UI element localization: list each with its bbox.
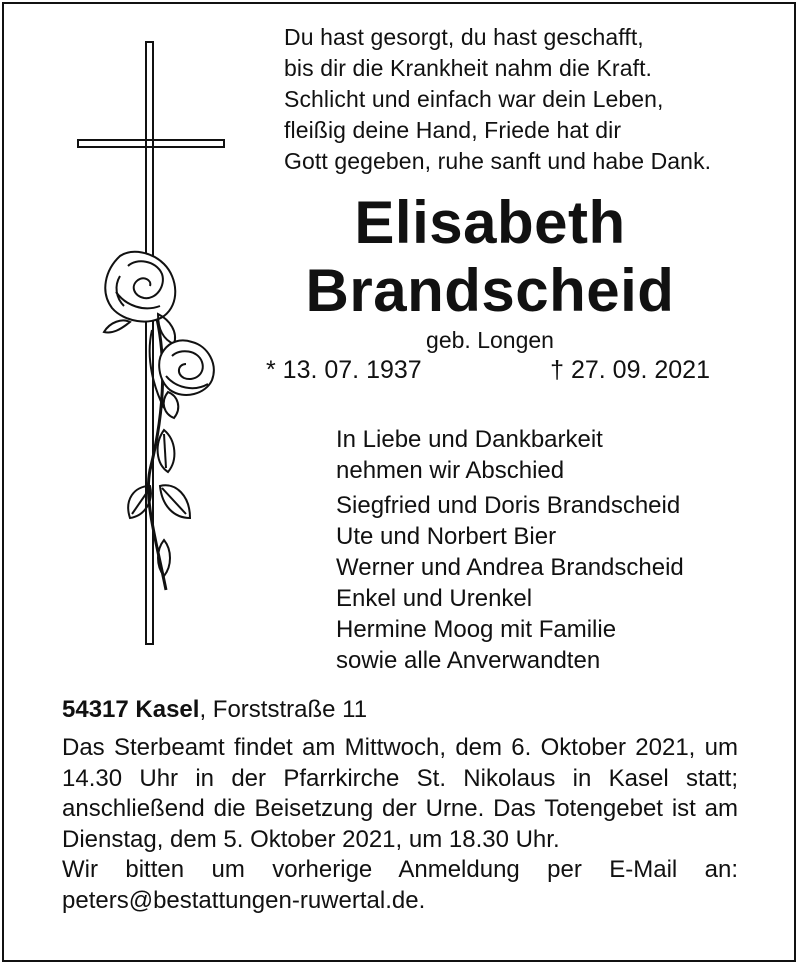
poem-line: Du hast gesorgt, du hast geschafft, bbox=[284, 24, 644, 50]
address-street: , Forststraße 11 bbox=[199, 696, 368, 723]
mourner-entry: Siegfried und Doris Brandscheid bbox=[336, 492, 681, 519]
farewell-line: In Liebe und Dankbarkeit bbox=[336, 426, 603, 453]
deceased-last-name: Brandscheid bbox=[305, 257, 675, 324]
funeral-notice bbox=[62, 733, 738, 916]
poem-line: Gott gegeben, ruhe sanft und habe Dank. bbox=[284, 148, 712, 174]
maiden-name: geb. Longen bbox=[426, 327, 554, 353]
service-details: Das Sterbeamt findet am Mittwoch, dem 6. Oktober 2021, um 14.30 Uhr in der Pfarrkirche St. Nikolaus in Kasel statt; anschließend die Beisetzung der Urne. Das Totengebet ist am Dienstag, dem 5. Oktober 2021, um 18.30 Uhr. bbox=[62, 734, 738, 853]
cross-with-roses-icon bbox=[60, 30, 260, 670]
family-address bbox=[62, 695, 367, 725]
farewell-line: nehmen wir Abschied bbox=[336, 457, 565, 484]
mourner-entry: Enkel und Urenkel bbox=[336, 585, 533, 612]
poem-line: fleißig deine Hand, Friede hat dir bbox=[284, 117, 622, 143]
death-date: † 27. 09. 2021 bbox=[550, 356, 710, 384]
deceased-first-name: Elisabeth bbox=[354, 189, 626, 256]
farewell-text bbox=[336, 424, 603, 486]
poem-line: Schlicht und einfach war dein Leben, bbox=[284, 86, 664, 112]
mourner-entry: Hermine Moog mit Familie bbox=[336, 616, 617, 643]
mourner-entry: sowie alle Anverwandten bbox=[336, 647, 601, 674]
address-postal-city: 54317 Kasel bbox=[62, 696, 200, 723]
mourners-list bbox=[336, 490, 684, 676]
poem-line: bis dir die Krankheit nahm die Kraft. bbox=[284, 55, 653, 81]
mourner-entry: Ute und Norbert Bier bbox=[336, 523, 557, 550]
birth-date: * 13. 07. 1937 bbox=[266, 356, 422, 384]
mourner-entry: Werner und Andrea Brandscheid bbox=[336, 554, 684, 581]
registration-note: Wir bitten um vorherige Anmeldung per E-Mail an: peters@bestattungen-ruwertal.de. bbox=[62, 856, 738, 914]
poem bbox=[284, 22, 711, 177]
